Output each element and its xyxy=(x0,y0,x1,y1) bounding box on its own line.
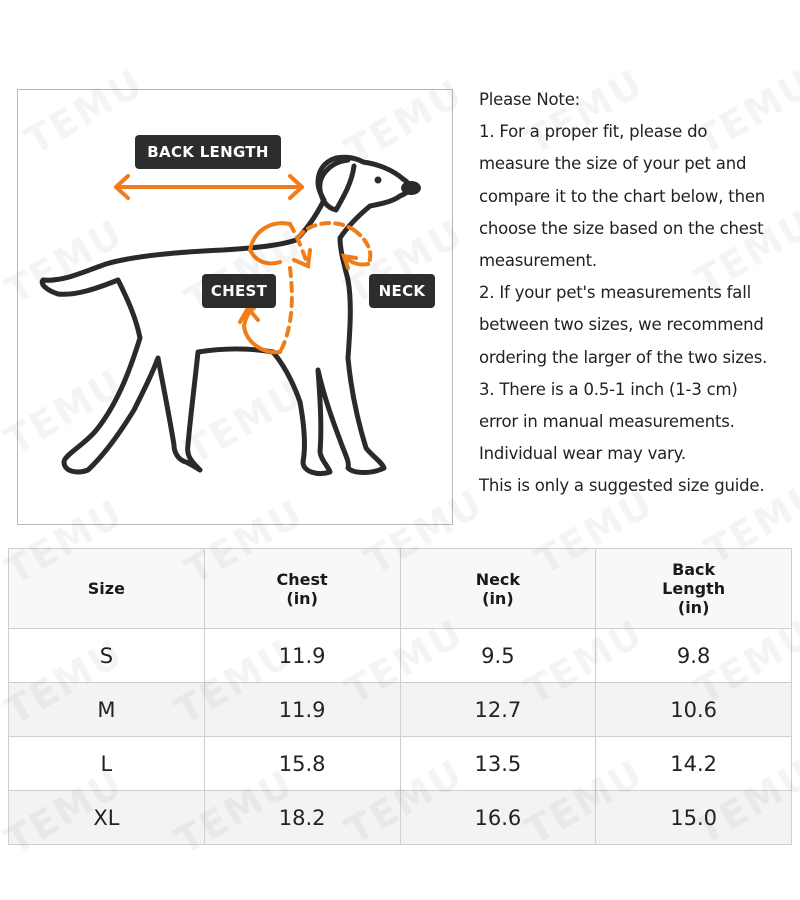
table-header-row xyxy=(9,549,792,629)
cell-size: XL xyxy=(9,791,205,845)
header-text: Chest xyxy=(276,569,328,589)
notes-line: 1. For a proper fit, please do xyxy=(479,122,708,142)
neck-label: NECK xyxy=(369,274,435,308)
cell-size: L xyxy=(9,737,205,791)
notes-line: choose the size based on the chest xyxy=(479,218,764,238)
table-row xyxy=(9,683,792,737)
notes-title: Please Note: xyxy=(479,90,581,109)
notes-line: Individual wear may vary. xyxy=(479,444,686,464)
cell-back-length: 14.2 xyxy=(596,737,792,791)
table-row xyxy=(9,791,792,845)
fit-notes xyxy=(479,84,797,503)
dog-eye-icon xyxy=(375,177,382,184)
header-unit: (in) xyxy=(286,588,318,608)
header-text: Neck xyxy=(475,569,521,589)
cell-back-length: 15.0 xyxy=(596,791,792,845)
cell-chest: 15.8 xyxy=(204,737,400,791)
notes-line: measure the size of your pet and xyxy=(479,154,747,174)
header-unit: (in) xyxy=(677,598,710,617)
header-text: Size xyxy=(87,579,125,598)
notes-line: 3. There is a 0.5-1 inch (1-3 cm) xyxy=(479,379,738,399)
table-row xyxy=(9,737,792,791)
back-length-label: BACK LENGTH xyxy=(135,135,281,169)
cell-neck: 16.6 xyxy=(400,791,596,845)
cell-size: S xyxy=(9,629,205,683)
header-text: Length xyxy=(662,579,726,598)
notes-line: ordering the larger of the two sizes. xyxy=(479,347,768,367)
header-size xyxy=(9,549,205,629)
cell-chest: 11.9 xyxy=(204,629,400,683)
back-length-arrow-icon xyxy=(116,176,302,198)
header-text: Back xyxy=(672,560,716,579)
dog-outline-icon xyxy=(42,157,409,473)
cell-neck: 12.7 xyxy=(400,683,596,737)
notes-line: measurement. xyxy=(479,251,597,271)
cell-neck: 13.5 xyxy=(400,737,596,791)
notes-line: error in manual measurements. xyxy=(479,412,735,432)
header-chest xyxy=(204,549,400,629)
cell-size: M xyxy=(9,683,205,737)
header-neck xyxy=(400,549,596,629)
cell-chest: 11.9 xyxy=(204,683,400,737)
dog-nose-icon xyxy=(401,181,421,195)
cell-back-length: 9.8 xyxy=(596,629,792,683)
header-back-length xyxy=(596,549,792,629)
size-chart-table xyxy=(8,548,792,845)
measurement-illustration xyxy=(17,89,453,525)
notes-line: This is only a suggested size guide. xyxy=(479,476,765,496)
notes-line: 2. If your pet's measurements fall xyxy=(479,283,751,303)
header-unit: (in) xyxy=(482,588,514,608)
chest-label: CHEST xyxy=(202,274,276,308)
cell-neck: 9.5 xyxy=(400,629,596,683)
table-row xyxy=(9,629,792,683)
cell-chest: 18.2 xyxy=(204,791,400,845)
cell-back-length: 10.6 xyxy=(596,683,792,737)
notes-line: compare it to the chart below, then xyxy=(479,186,766,206)
notes-line: between two sizes, we recommend xyxy=(479,315,764,335)
